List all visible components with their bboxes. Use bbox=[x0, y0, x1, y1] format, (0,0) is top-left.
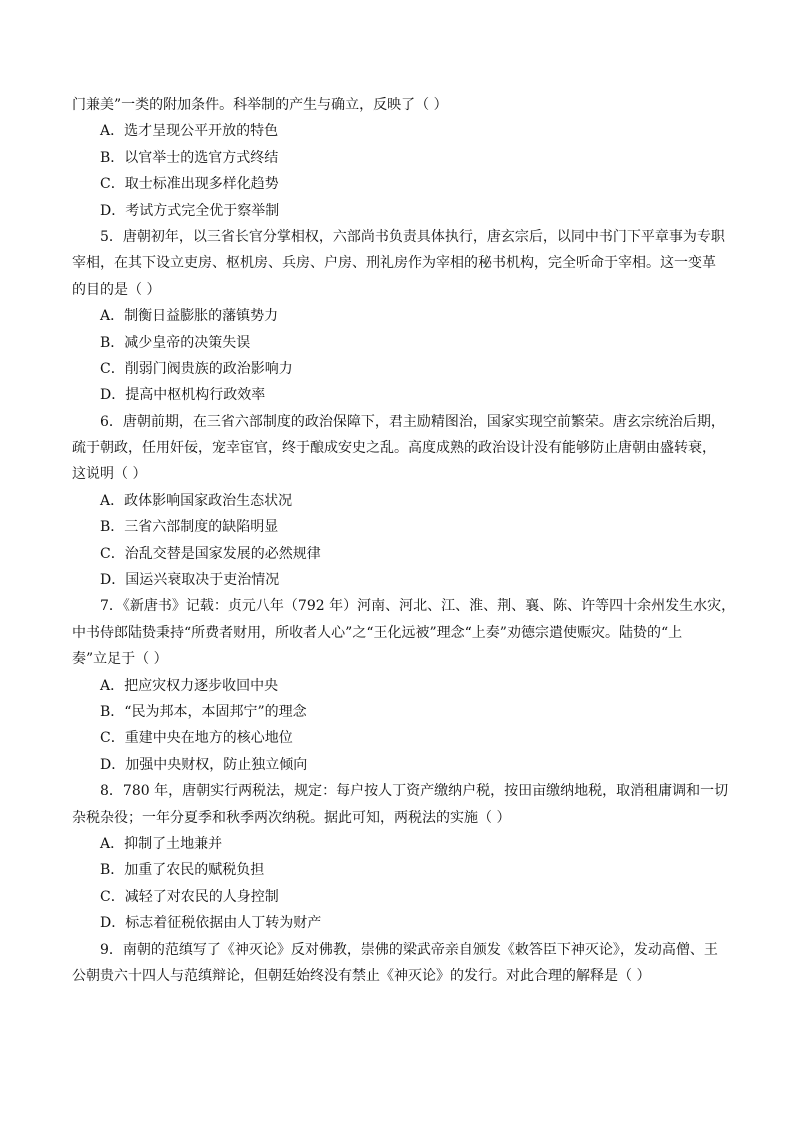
option-c[interactable]: C．削弱门阀贵族的政治影响力 bbox=[100, 360, 293, 377]
question-stem-line: 9．南朝的范缜写了《神灭论》反对佛教，崇佛的梁武帝亲自颁发《敕答臣下神灭论》，发动高僧、王 bbox=[100, 941, 718, 958]
option-c[interactable]: C．减轻了对农民的人身控制 bbox=[100, 888, 279, 905]
option-d[interactable]: D．加强中央财权，防止独立倾向 bbox=[100, 756, 308, 773]
question-9 bbox=[72, 937, 724, 990]
question-stem-line: 的目的是（ ） bbox=[72, 281, 161, 298]
option-a[interactable]: A．把应灾权力逐步收回中央 bbox=[100, 677, 279, 694]
question-stem-line: 宰相，在其下设立吏房、枢机房、兵房、户房、刑礼房作为宰相的秘书机构，完全听命于宰相。这一变革 bbox=[72, 255, 716, 272]
question-4-tail bbox=[72, 92, 724, 224]
option-c[interactable]: C．取士标准出现多样化趋势 bbox=[100, 176, 279, 193]
question-stem-line: 中书侍郎陆贽秉持“所费者财用，所收者人心”之“王化远被”理念“上奏”劝德宗遣使赈灾。陆贽的“上 bbox=[72, 624, 683, 641]
question-7 bbox=[72, 593, 736, 778]
question-stem-line: 5．唐朝初年，以三省长官分掌相权，六部尚书负责具体执行，唐玄宗后，以同中书门下平章事为专职 bbox=[100, 228, 725, 245]
option-d[interactable]: D．国运兴衰取决于吏治情况 bbox=[100, 572, 280, 589]
question-5 bbox=[72, 224, 724, 409]
question-stem-line: 疏于朝政，任用奸佞，宠幸宦官，终于酿成安史之乱。高度成熟的政治设计没有能够防止唐朝由盛转衰， bbox=[72, 440, 716, 457]
option-d[interactable]: D．考试方式完全优于察举制 bbox=[100, 202, 280, 219]
question-6 bbox=[72, 409, 724, 594]
question-stem-line: 公朝贵六十四人与范缜辩论，但朝廷始终没有禁止《神灭论》的发行。对此合理的解释是（ ） bbox=[72, 967, 651, 984]
option-c[interactable]: C．治乱交替是国家发展的必然规律 bbox=[100, 545, 321, 562]
option-b[interactable]: B．加重了农民的赋税负担 bbox=[100, 862, 265, 879]
option-a[interactable]: A．政体影响国家政治生态状况 bbox=[100, 492, 293, 509]
option-c[interactable]: C．重建中央在地方的核心地位 bbox=[100, 730, 293, 747]
question-stem-line: 这说明（ ） bbox=[72, 466, 147, 483]
option-b[interactable]: B．减少皇帝的决策失误 bbox=[100, 334, 251, 351]
option-a[interactable]: A．抑制了土地兼并 bbox=[100, 835, 223, 852]
question-stem-line: 6．唐朝前期，在三省六部制度的政治保障下，君主励精图治，国家实现空前繁荣。唐玄宗统治后期， bbox=[100, 413, 725, 430]
option-d[interactable]: D．提高中枢机构行政效率 bbox=[100, 387, 266, 404]
option-b[interactable]: B．“民为邦本，本固邦宁”的理念 bbox=[100, 703, 307, 720]
option-a[interactable]: A．制衡日益膨胀的藩镇势力 bbox=[100, 308, 279, 325]
exam-page bbox=[72, 92, 736, 989]
question-stem-line: 7．《新唐书》记载：贞元八年（792 年）河南、河北、江、淮、荆、襄、陈、许等四十余州发生水灾， bbox=[100, 598, 736, 615]
option-a[interactable]: A．选才呈现公平开放的特色 bbox=[100, 123, 279, 140]
option-d[interactable]: D．标志着征税依据由人丁转为财产 bbox=[100, 915, 322, 932]
option-b[interactable]: B．以官举士的选官方式终结 bbox=[100, 149, 279, 166]
option-b[interactable]: B．三省六部制度的缺陷明显 bbox=[100, 519, 279, 536]
question-8 bbox=[72, 778, 729, 936]
question-stem-line: 奏”立足于（ ） bbox=[72, 651, 168, 668]
question-stem-line: 杂税杂役；一年分夏季和秋季两次纳税。据此可知，两税法的实施（ ） bbox=[72, 809, 511, 826]
question-stem-line: 8．780 年，唐朝实行两税法，规定：每户按人丁资产缴纳户税，按田亩缴纳地税，取消租庸调和一切 bbox=[100, 783, 729, 800]
question-stem-line: 门兼美”一类的附加条件。科举制的产生与确立，反映了（ ） bbox=[72, 97, 448, 113]
